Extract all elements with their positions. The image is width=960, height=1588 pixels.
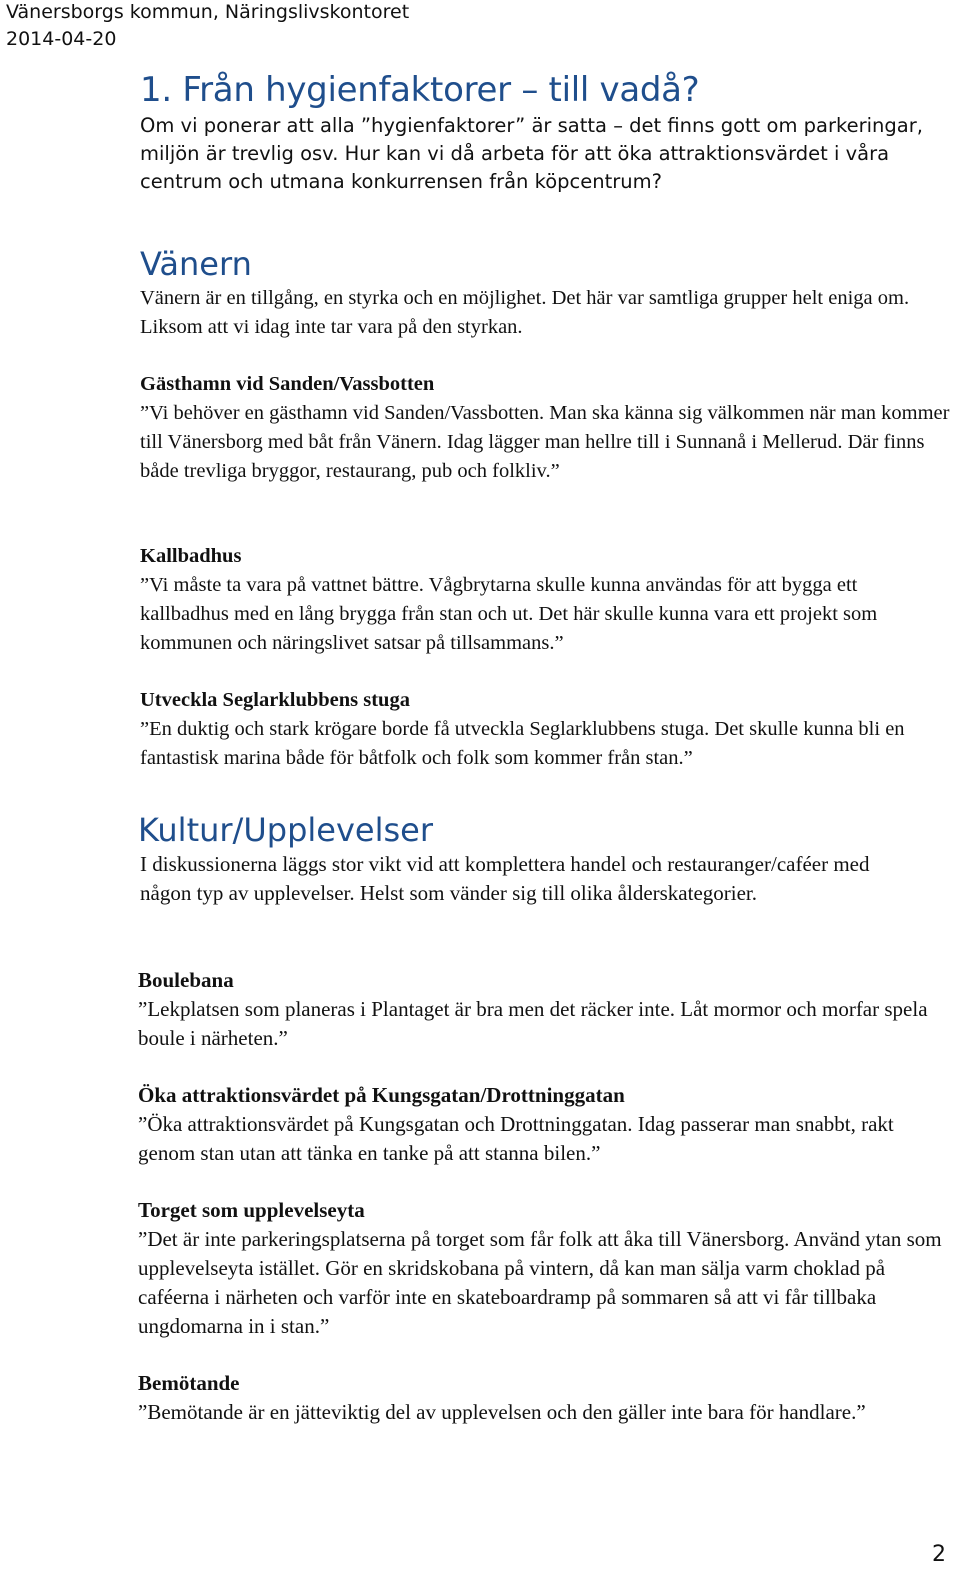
subheading-kungsgatan: Öka attraktionsvärdet på Kungsgatan/Drottninggatan (138, 1083, 625, 1107)
quote-seglarklubben: ”En duktig och stark krögare borde få utveckla Seglarklubbens stuga. Det skulle kunna bli en fantastisk marina både för båtfolk och folk som kommer från stan.” (140, 718, 905, 769)
quote-bemotande: ”Bemötande är en jätteviktig del av upplevelsen och den gäller inte bara för handlare.” (138, 1400, 866, 1424)
subheading-boulebana: Boulebana (138, 968, 234, 992)
kultur-heading: Kultur/Upplevelser (138, 811, 433, 849)
header-organization: Vänersborgs kommun, Näringslivskontoret (6, 1, 410, 23)
section-intro: Om vi ponerar att alla ”hygienfaktorer” är satta – det finns gott om parkeringar, miljön är trevlig osv. Hur kan vi då arbeta för att öka attraktionsvärdet i våra centrum och utmana konkurrensen från köpcentrum? (140, 114, 923, 193)
kultur-text: I diskussionerna läggs stor vikt vid att komplettera handel och restauranger/caféer med någon typ av upplevelser. Helst som vänder sig till olika ålderskategorier. (140, 852, 870, 905)
section-heading: 1. Från hygienfaktorer – till vadå? (140, 70, 700, 110)
quote-kungsgatan: ”Öka attraktionsvärdet på Kungsgatan och Drottninggatan. Idag passerar man snabbt, rakt genom stan utan att tänka en tanke på att stanna bilen.” (138, 1112, 894, 1165)
vanern-heading: Vänern (140, 245, 252, 283)
quote-gasthamn: ”Vi behöver en gästhamn vid Sanden/Vassbotten. Man ska känna sig välkommen när man kommer till Vänersborg med båt från Vänern. Idag lägger man hellre till i Sunnanå i Mellerud. Där finns både trevliga bryggor, restaurang, pub och folkliv.” (140, 402, 950, 482)
subheading-gasthamn: Gästhamn vid Sanden/Vassbotten (140, 373, 435, 395)
header-date: 2014-04-20 (6, 28, 117, 50)
subheading-torget: Torget som upplevelseyta (138, 1198, 365, 1222)
subheading-seglarklubben: Utveckla Seglarklubbens stuga (140, 689, 410, 711)
subheading-bemotande: Bemötande (138, 1371, 240, 1395)
subheading-kallbadhus: Kallbadhus (140, 545, 242, 567)
page-number: 2 (932, 1542, 946, 1567)
quote-torget: ”Det är inte parkeringsplatserna på torget som får folk att åka till Vänersborg. Använd ytan som upplevelseyta istället. Gör en skridskobana på vintern, då kan man sälja varm choklad på caféerna i närheten och varför inte en skateboardramp på sommaren så att vi får tillbaka ungdomarna in i stan.” (138, 1227, 942, 1338)
quote-kallbadhus: ”Vi måste ta vara på vattnet bättre. Vågbrytarna skulle kunna användas för att bygga ett kallbadhus med en lång brygga från stan och ut. Det här skulle kunna vara ett projekt som kommunen och näringslivet satsar på tillsammans.” (140, 574, 878, 654)
vanern-text: Vänern är en tillgång, en styrka och en möjlighet. Det här var samtliga grupper helt eniga om. Liksom att vi idag inte tar vara på den styrkan. (140, 287, 910, 338)
quote-boulebana: ”Lekplatsen som planeras i Plantaget är bra men det räcker inte. Låt mormor och morfar spela boule i närheten.” (138, 997, 928, 1050)
